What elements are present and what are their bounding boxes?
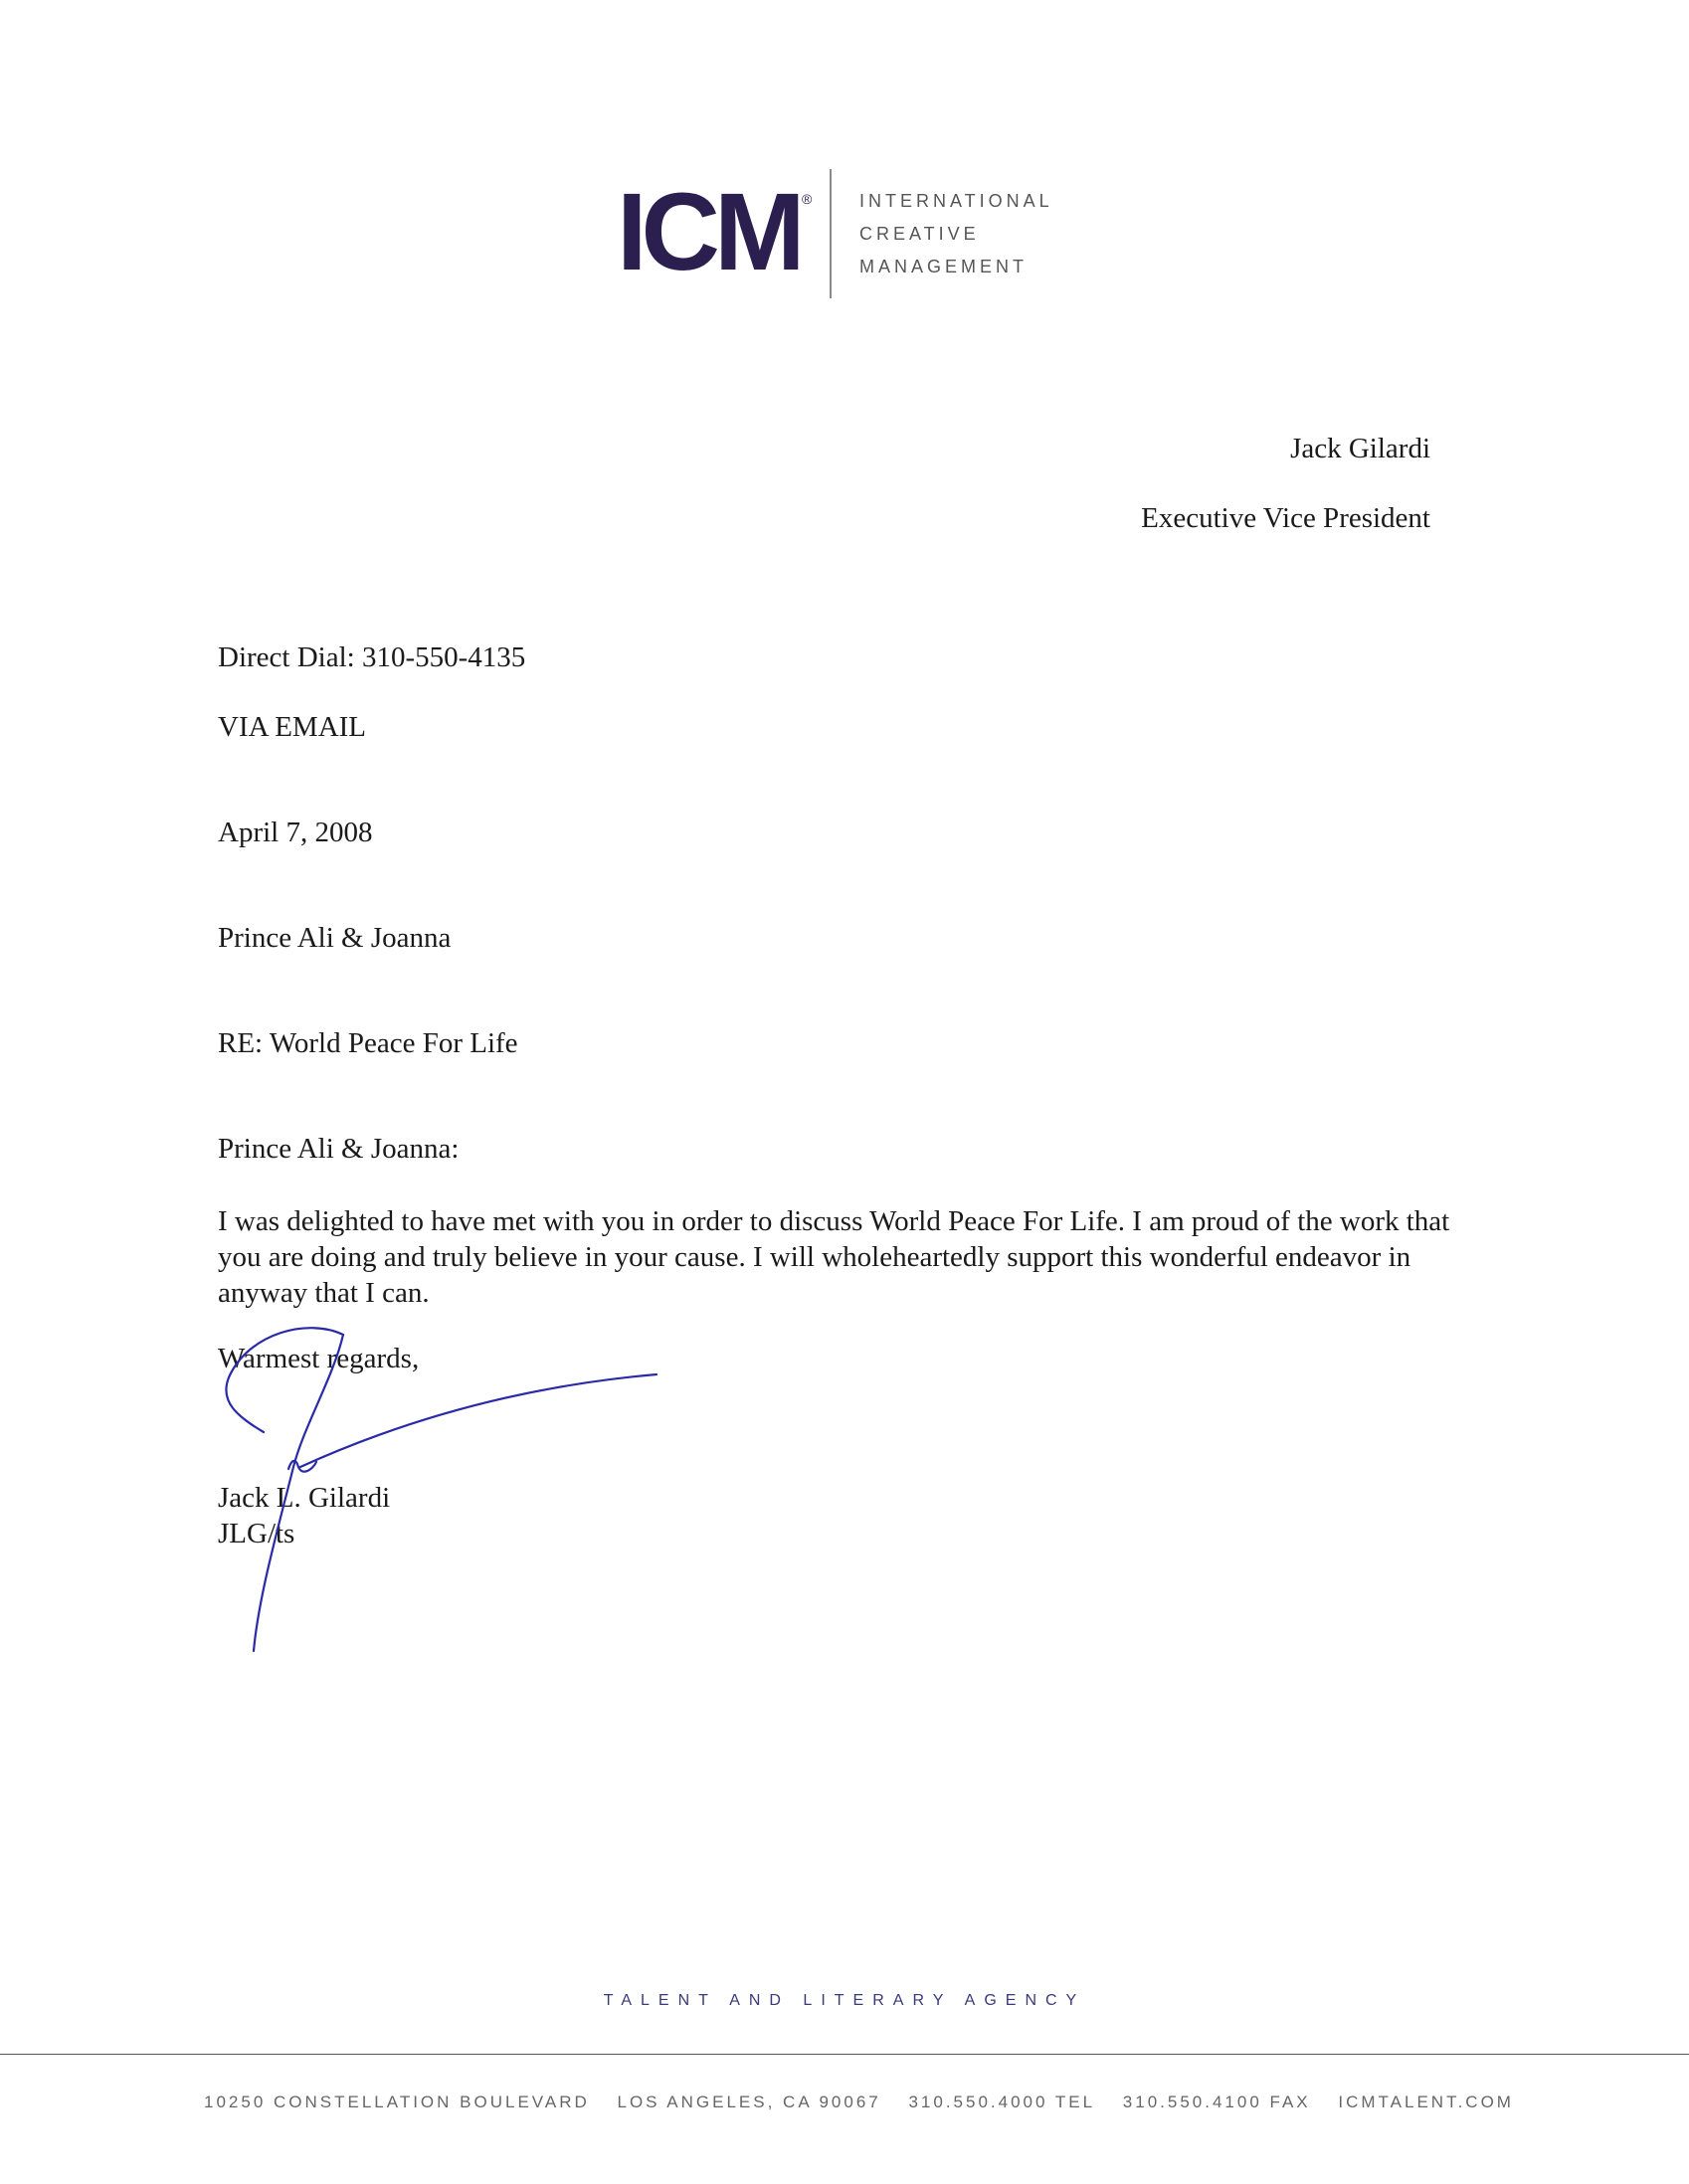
footer-website[interactable]: ICMTALENT.COM <box>1338 2093 1514 2111</box>
footer-address: 10250 CONSTELLATION BOULEVARD <box>204 2093 590 2111</box>
sender-name: Jack Gilardi <box>1290 433 1430 464</box>
closing: Warmest regards, <box>218 1343 420 1374</box>
company-line-3: MANAGEMENT <box>859 257 1029 276</box>
footer-tagline: TALENT AND LITERARY AGENCY <box>603 1992 1086 2009</box>
handwritten-signature <box>209 1318 666 1676</box>
footer-fax: 310.550.4100 FAX <box>1122 2093 1311 2111</box>
icm-logo <box>617 182 818 281</box>
sender-title: Executive Vice President <box>1141 502 1430 534</box>
footer-divider <box>0 2054 1689 2055</box>
svg-text:ICM: ICM <box>617 182 800 281</box>
signature-name: Jack L. Gilardi <box>218 1482 391 1514</box>
company-line-1: INTERNATIONAL <box>859 191 1053 211</box>
footer-city: LOS ANGELES, CA 90067 <box>617 2093 881 2111</box>
company-name <box>859 185 1053 283</box>
recipient: Prince Ali & Joanna <box>218 922 452 954</box>
subject-line: RE: World Peace For Life <box>218 1027 518 1059</box>
svg-text:®: ® <box>802 191 813 207</box>
delivery-method: VIA EMAIL <box>218 711 367 743</box>
body-paragraph: I was delighted to have met with you in order to discuss World Peace For Life. I am proud of the work that you are doing and truly believe in your cause. I will wholeheartedly support this wonderful endeavor in anyway that I can. <box>218 1205 1450 1309</box>
salutation: Prince Ali & Joanna: <box>218 1133 460 1165</box>
footer-tel: 310.550.4000 TEL <box>908 2093 1096 2111</box>
footer-contact <box>204 2093 1534 2112</box>
letter-date: April 7, 2008 <box>218 817 373 848</box>
logo-divider <box>830 169 832 298</box>
letter-body <box>218 1203 1451 1311</box>
typist-initials: JLG/ts <box>218 1518 295 1549</box>
company-line-2: CREATIVE <box>859 224 980 244</box>
direct-dial: Direct Dial: 310-550-4135 <box>218 641 526 673</box>
